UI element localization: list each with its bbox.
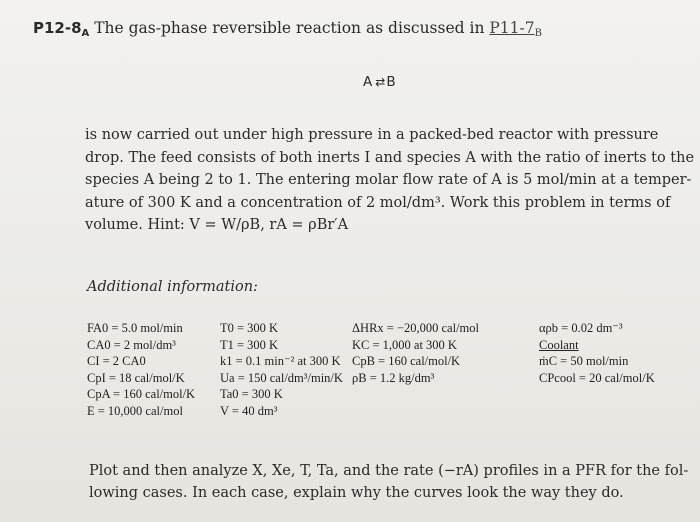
paragraph-line: ature of 300 K and a concentration of 2 mol/dm³. Work this problem in terms of bbox=[85, 194, 671, 211]
info-column-1 bbox=[87, 320, 195, 419]
problem-title: The gas-phase reversible reaction as discussed in bbox=[94, 19, 485, 37]
info-item: CpI = 18 cal/mol/K bbox=[87, 370, 185, 385]
paragraph-line: volume. Hint: V = W/ρB, rA = ρBr′A bbox=[85, 217, 349, 234]
info-item: T0 = 300 K bbox=[220, 321, 279, 335]
paragraph-line: is now carried out under high pressure in a packed-bed reactor with pressure bbox=[85, 127, 659, 143]
coolant-label: Coolant bbox=[539, 337, 579, 352]
product: B bbox=[386, 74, 396, 90]
info-item: T1 = 300 K bbox=[220, 337, 279, 352]
info-item: CI = 2 CA0 bbox=[87, 354, 146, 368]
reversible-arrows-icon: ⇄ bbox=[375, 75, 384, 89]
info-column-4 bbox=[539, 320, 655, 386]
closing-line: Plot and then analyze X, Xe, T, Ta, and the rate (−rA) profiles in a PFR for the fol- bbox=[89, 463, 689, 479]
info-item: CpB = 160 cal/mol/K bbox=[352, 354, 461, 368]
reaction-equation bbox=[363, 74, 396, 90]
info-item: αρb = 0.02 dm⁻³ bbox=[539, 321, 623, 335]
info-item: KC = 1,000 at 300 K bbox=[352, 337, 457, 352]
problem-reference-link[interactable]: $P11-7_B$ bbox=[489, 19, 542, 39]
additional-info-heading: Additional information: bbox=[87, 279, 258, 295]
info-item: FA0 = 5.0 mol/min bbox=[87, 321, 183, 335]
info-item: k1 = 0.1 min⁻² at 300 K bbox=[220, 354, 341, 368]
paragraph-line: species A being 2 to 1. The entering molar flow rate of A is 5 mol/min at a temper- bbox=[85, 172, 692, 189]
info-item: Ta0 = 300 K bbox=[220, 387, 283, 401]
info-item: ṁC = 50 mol/min bbox=[539, 354, 629, 368]
closing-paragraph bbox=[89, 460, 689, 504]
info-column-3 bbox=[352, 320, 479, 386]
problem-id: $P12-8_A$ bbox=[33, 19, 90, 39]
info-item: ρB = 1.2 kg/dm³ bbox=[352, 370, 435, 385]
reactant: A bbox=[363, 74, 373, 90]
info-item: V = 40 dm³ bbox=[220, 403, 278, 418]
info-item: E = 10,000 cal/mol bbox=[87, 403, 183, 418]
closing-line: lowing cases. In each case, explain why the curves look the way they do. bbox=[89, 485, 624, 501]
info-column-2 bbox=[220, 320, 343, 419]
info-item: CA0 = 2 mol/dm³ bbox=[87, 337, 176, 352]
info-item: CpA = 160 cal/mol/K bbox=[87, 387, 196, 401]
problem-paragraph bbox=[85, 124, 695, 237]
problem-heading bbox=[33, 19, 542, 39]
info-item: Ua = 150 cal/dm³/min/K bbox=[220, 370, 343, 385]
info-item: CPcool = 20 cal/mol/K bbox=[539, 370, 655, 385]
paragraph-line: drop. The feed consists of both inerts I and species A with the ratio of inerts to the bbox=[85, 149, 695, 166]
info-item: ΔHRx = −20,000 cal/mol bbox=[352, 321, 479, 335]
